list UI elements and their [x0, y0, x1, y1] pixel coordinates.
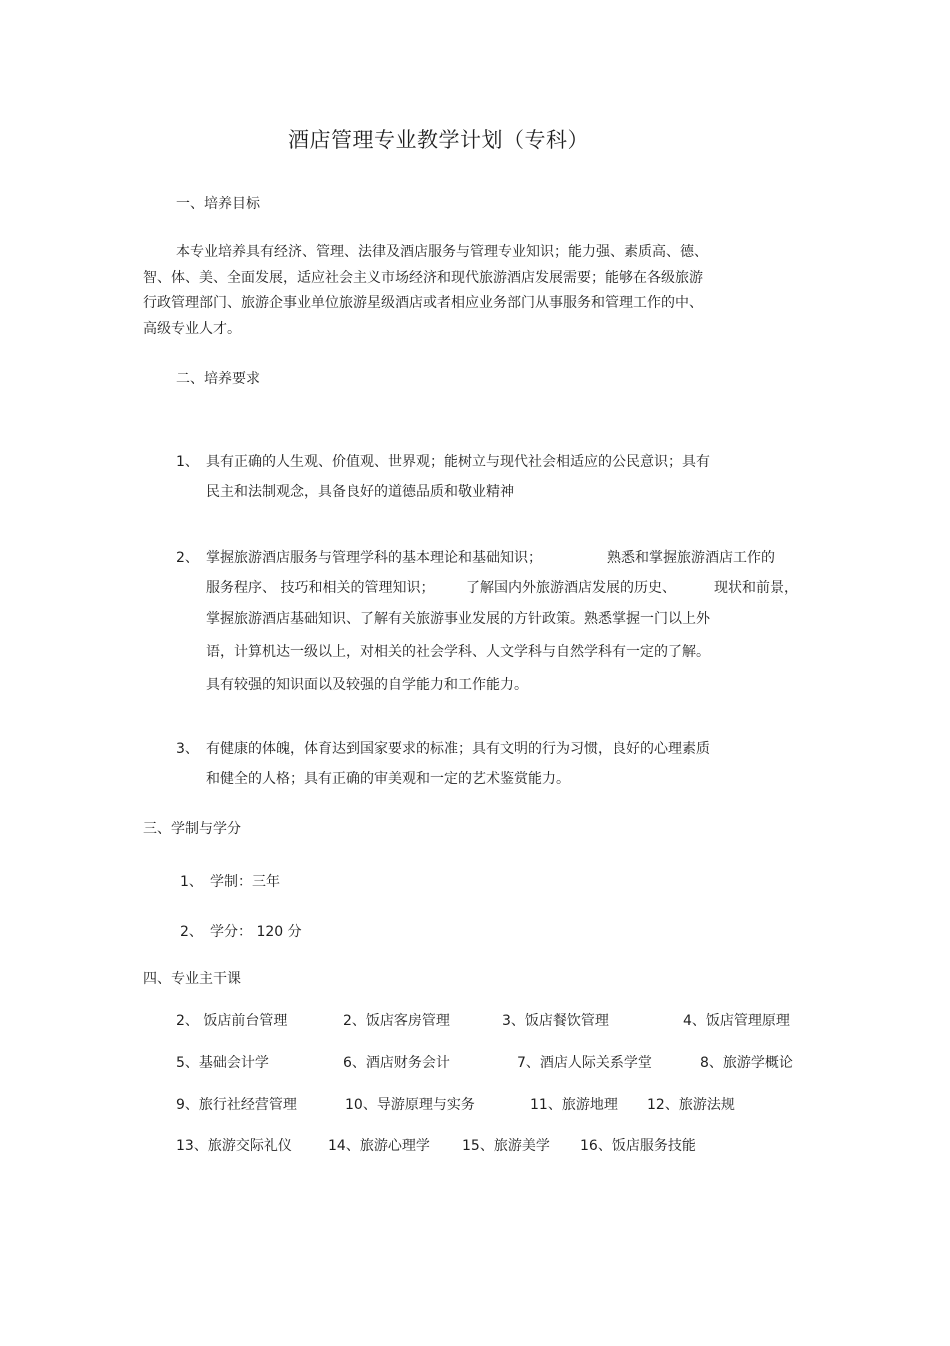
duration-number: 1、 [180, 874, 203, 890]
section-1-heading: 一、培养目标 [176, 196, 260, 212]
course-item: 12、旅游法规 [647, 1097, 735, 1113]
requirement-2-line-2b: 了解国内外旅游酒店发展的历史、 [466, 580, 676, 596]
course-item: 9、旅行社经营管理 [176, 1097, 297, 1113]
section-1-paragraph-line-1: 本专业培养具有经济、管理、法律及酒店服务与管理专业知识；能力强、素质高、德、 [176, 244, 708, 260]
course-item: 5、基础会计学 [176, 1055, 269, 1071]
course-item: 14、旅游心理学 [328, 1138, 430, 1154]
course-item: 15、旅游美学 [462, 1138, 550, 1154]
section-1-paragraph-line-3: 行政管理部门、旅游企事业单位旅游星级酒店或者相应业务部门从事服务和管理工作的中、 [143, 295, 703, 311]
requirement-2-line-4: 语，计算机达一级以上，对相关的社会学科、人文学科与自然学科有一定的了解。 [206, 644, 710, 660]
requirement-2-line-3: 掌握旅游酒店基础知识、了解有关旅游事业发展的方针政策。熟悉掌握一门以上外 [206, 611, 710, 627]
section-3-heading: 三、学制与学分 [143, 821, 241, 837]
course-item: 10、导游原理与实务 [345, 1097, 475, 1113]
course-item: 3、饭店餐饮管理 [502, 1013, 609, 1029]
course-item: 13、旅游交际礼仪 [176, 1138, 292, 1154]
course-item: 11、旅游地理 [530, 1097, 618, 1113]
requirement-3-number: 3、 [176, 741, 199, 757]
requirement-3-line-1: 有健康的体魄，体育达到国家要求的标准；具有文明的行为习惯，良好的心理素质 [206, 741, 710, 757]
requirement-2-number: 2、 [176, 550, 199, 566]
course-item: 4、饭店管理原理 [683, 1013, 790, 1029]
section-1-paragraph-line-4: 高级专业人才。 [143, 321, 241, 337]
requirement-2-line-1b: 熟悉和掌握旅游酒店工作的 [607, 550, 775, 566]
section-1-paragraph-line-2: 智、体、美、全面发展，适应社会主义市场经济和现代旅游酒店发展需要；能够在各级旅游 [143, 270, 703, 286]
course-item: 7、酒店人际关系学堂 [517, 1055, 652, 1071]
section-4-heading: 四、专业主干课 [143, 971, 241, 987]
course-item: 2、 饭店前台管理 [176, 1013, 288, 1029]
course-item: 2、饭店客房管理 [343, 1013, 450, 1029]
credits-number: 2、 [180, 924, 203, 940]
requirement-2-line-1a: 掌握旅游酒店服务与管理学科的基本理论和基础知识； [206, 550, 542, 566]
requirement-2-line-2c: 现状和前景， [714, 580, 798, 596]
course-item: 8、旅游学概论 [700, 1055, 793, 1071]
requirement-2-line-5: 具有较强的知识面以及较强的自学能力和工作能力。 [206, 677, 528, 693]
document-title: 酒店管理专业教学计划（专科） [288, 128, 589, 152]
course-item: 6、酒店财务会计 [343, 1055, 450, 1071]
requirement-3-line-2: 和健全的人格；具有正确的审美观和一定的艺术鉴赏能力。 [206, 771, 570, 787]
course-item: 16、饭店服务技能 [580, 1138, 696, 1154]
requirement-1-line-1: 具有正确的人生观、价值观、世界观；能树立与现代社会相适应的公民意识；具有 [206, 454, 710, 470]
requirement-2-line-2a: 服务程序、 技巧和相关的管理知识； [206, 580, 435, 596]
credits-text: 学分： 120 分 [210, 924, 302, 940]
section-2-heading: 二、培养要求 [176, 371, 260, 387]
duration-text: 学制：三年 [210, 874, 280, 890]
requirement-1-line-2: 民主和法制观念，具备良好的道德品质和敬业精神 [206, 484, 514, 500]
requirement-1-number: 1、 [176, 454, 199, 470]
